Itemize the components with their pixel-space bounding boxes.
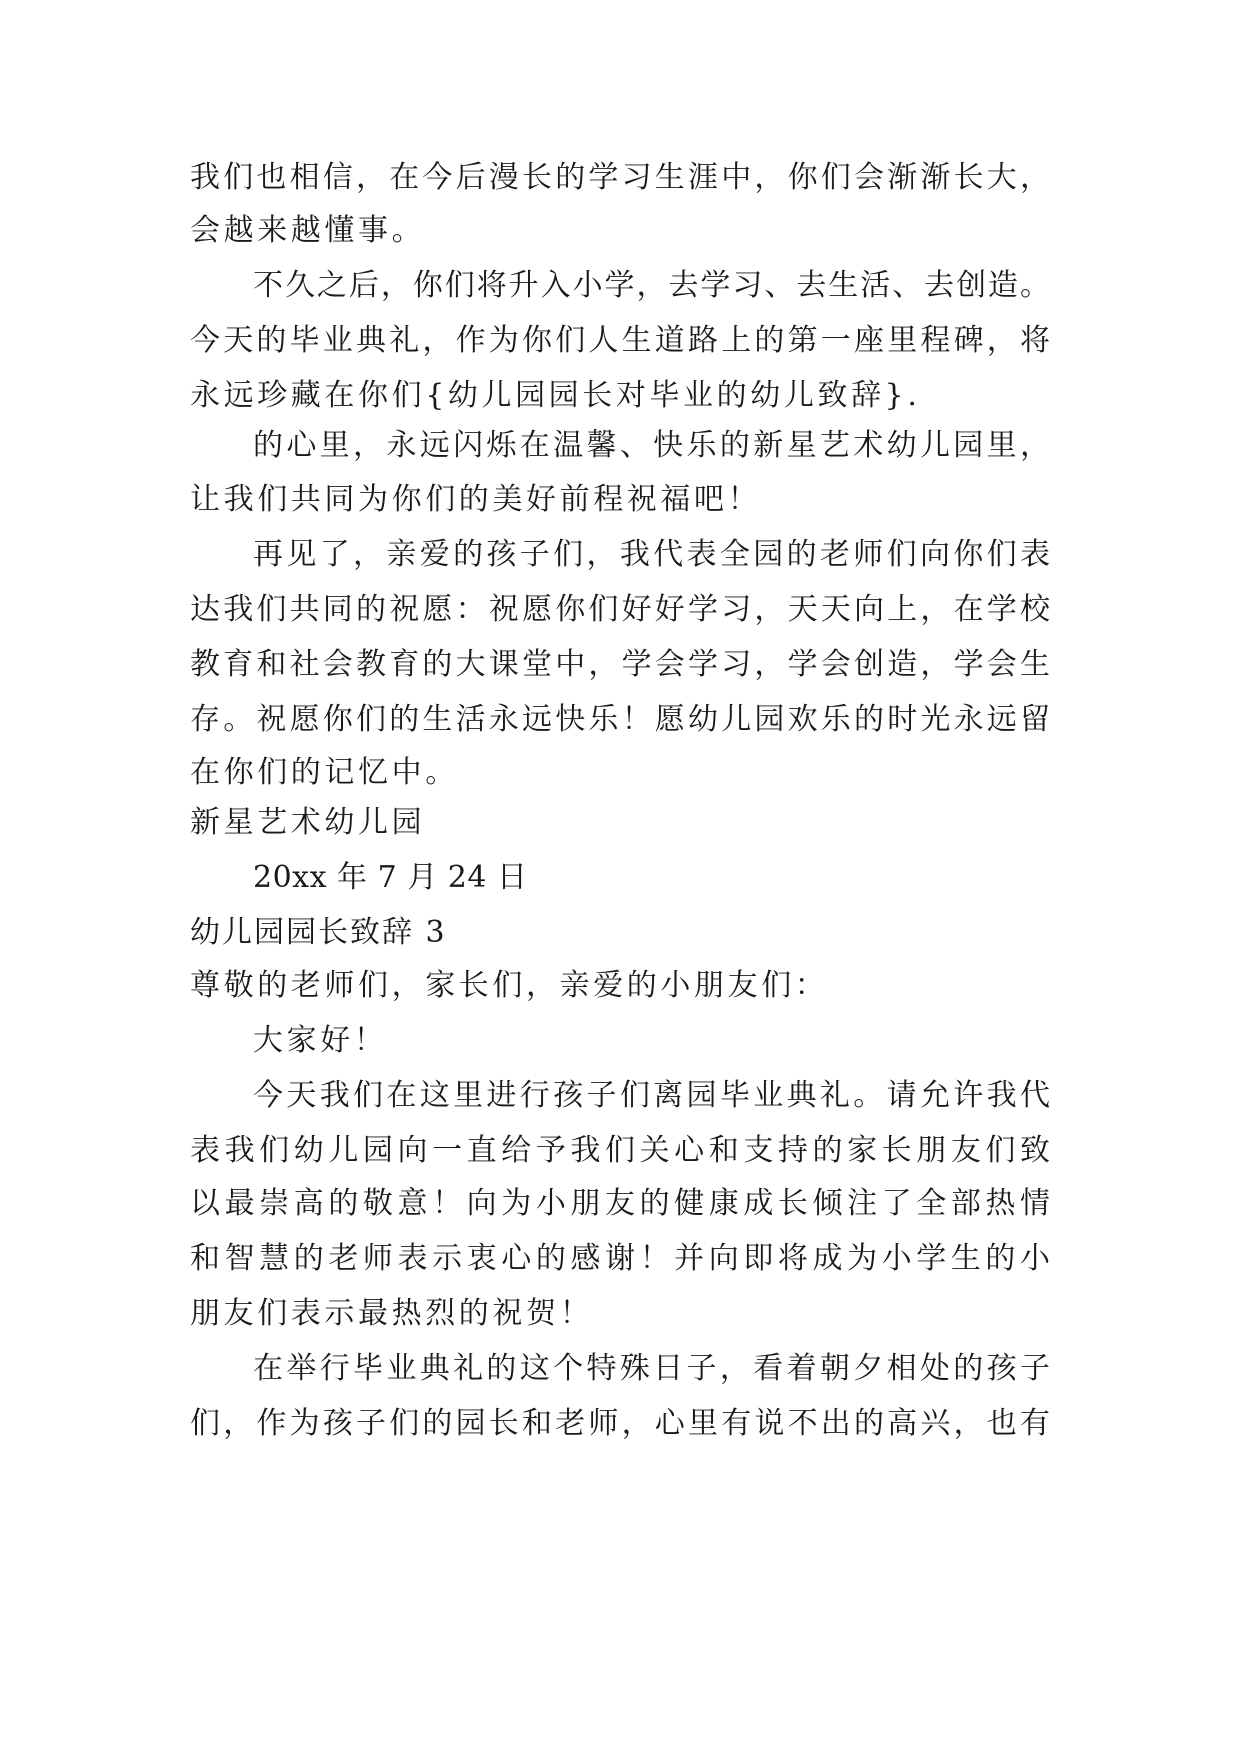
text-line: 教育和社会教育的大课堂中，学会学习，学会创造，学会生 [190,647,1050,682]
text-line: 以最崇高的敬意！向为小朋友的健康成长倾注了全部热情 [190,1186,1050,1221]
text-line: 朋友们表示最热烈的祝贺！ [190,1296,594,1331]
text-line: 存。祝愿你们的生活永远快乐！愿幼儿园欢乐的时光永远留 [190,702,1050,737]
greeting: 大家好！ [253,1023,388,1058]
text-line: 我们也相信，在今后漫长的学习生涯中，你们会渐渐长大， [190,160,1050,195]
text-line: 再见了，亲爱的孩子们，我代表全园的老师们向你们表 [253,537,1050,572]
signature-date: 20xx 年 7 月 24 日 [253,860,528,895]
text-line: 在举行毕业典礼的这个特殊日子，看着朝夕相处的孩子 [253,1351,1050,1386]
text-line: 达我们共同的祝愿：祝愿你们好好学习，天天向上，在学校 [190,592,1050,627]
text-line: 在你们的记忆中。 [190,755,459,790]
text-line: 的心里，永远闪烁在温馨、快乐的新星艺术幼儿园里， [253,428,1050,463]
text-line: 今天我们在这里进行孩子们离园毕业典礼。请允许我代 [253,1078,1050,1113]
salutation: 尊敬的老师们，家长们，亲爱的小朋友们： [190,968,829,1003]
text-line: 不久之后，你们将升入小学，去学习、去生活、去创造。 [253,268,1050,303]
text-line: 们，作为孩子们的园长和老师，心里有说不出的高兴，也有 [190,1406,1050,1441]
text-line: 永远珍藏在你们{幼儿园园长对毕业的幼儿致辞}. [190,378,921,413]
text-line: 和智慧的老师表示衷心的感谢！并向即将成为小学生的小 [190,1241,1050,1276]
signature-org: 新星艺术幼儿园 [190,805,426,840]
text-line: 让我们共同为你们的美好前程祝福吧！ [190,482,762,517]
text-line: 今天的毕业典礼，作为你们人生道路上的第一座里程碑，将 [190,323,1050,358]
text-line: 表我们幼儿园向一直给予我们关心和支持的家长朋友们致 [190,1133,1050,1168]
section-title: 幼儿园园长致辞 3 [190,915,447,950]
text-line: 会越来越懂事。 [190,213,426,248]
